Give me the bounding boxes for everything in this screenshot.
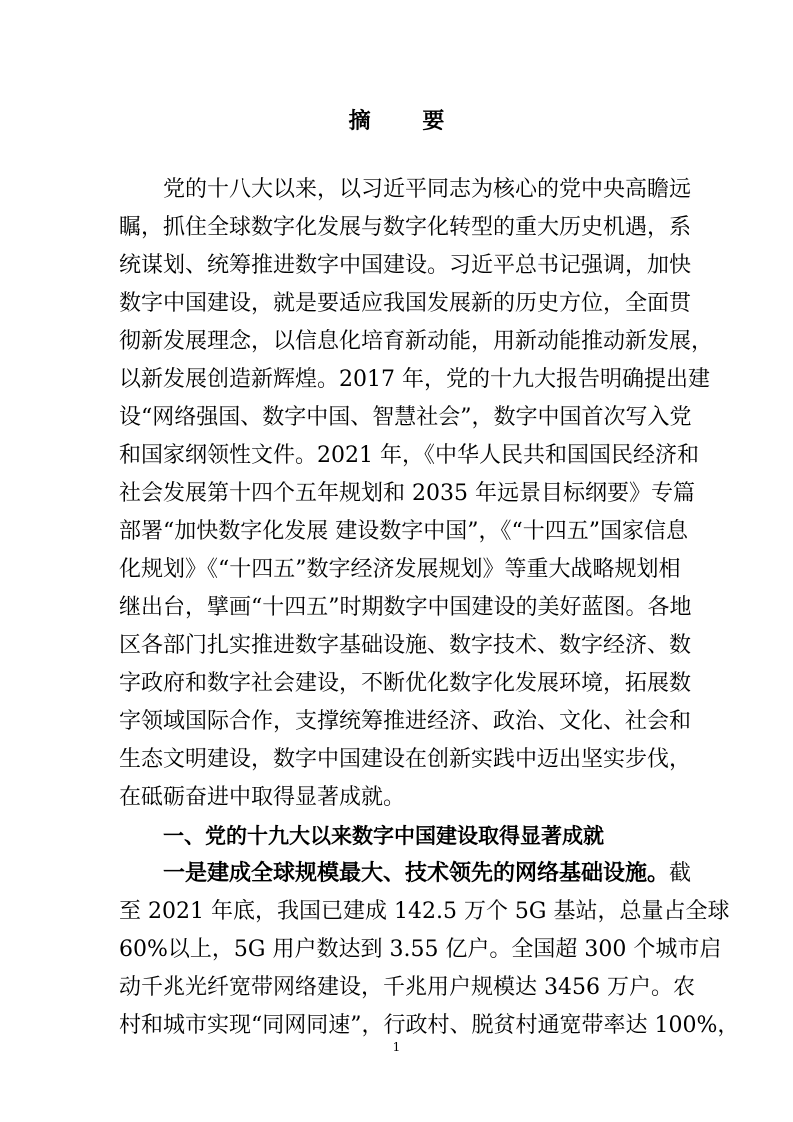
paragraph-line: 彻新发展理念，以信息化培育新动能，用新动能推动新发展，: [119, 329, 714, 354]
paragraph-line: 数字中国建设，就是要适应我国发展新的历史方位，全面贯: [119, 291, 692, 316]
paragraph-line: 生态文明建设，数字中国建设在创新实践中迈出坚实步伐，: [119, 747, 692, 772]
paragraph-line: 化规划》《“十四五”数字经济发展规划》等重大战略规划相: [119, 557, 681, 582]
paragraph-line: 区各部门扎实推进数字基础设施、数字技术、数字经济、数: [119, 633, 692, 658]
paragraph-line: 瞩，抓住全球数字化发展与数字化转型的重大历史机遇，系: [119, 215, 692, 240]
paragraph-line: 部署“加快数字化发展 建设数字中国”，《“十四五”国家信息: [119, 519, 688, 544]
paragraph-line: 党的十八大以来，以习近平同志为核心的党中央高瞻远: [163, 177, 692, 202]
paragraph-line: 社会发展第十四个五年规划和 2035 年远景目标纲要》专篇: [119, 481, 695, 506]
lead-rest-text: 截: [669, 861, 692, 886]
paragraph-line: 字政府和数字社会建设，不断优化数字化发展环境，拓展数: [119, 671, 692, 696]
paragraph-line: 字领域国际合作，支撑统筹推进经济、政治、文化、社会和: [119, 709, 692, 734]
paragraph-line: 在砥砺奋进中取得显著成就。: [119, 785, 406, 810]
paragraph-line: 以新发展创造新辉煌。2017 年，党的十九大报告明确提出建: [119, 367, 710, 392]
document-title: 摘 要: [348, 109, 467, 134]
paragraph-line: 60%以上，5G 用户数达到 3.55 亿户。全国超 300 个城市启: [119, 937, 722, 962]
lead-bold-text: 一是建成全球规模最大、技术领先的网络基础设施。: [163, 861, 670, 886]
paragraph-line: 继出台，擘画“十四五”时期数字中国建设的美好蓝图。各地: [119, 595, 692, 620]
paragraph-line: 和国家纲领性文件。2021 年，《中华人民共和国国民经济和: [119, 443, 699, 468]
paragraph-lead-line: [163, 856, 692, 892]
paragraph-line: 动千兆光纤宽带网络建设，千兆用户规模达 3456 万户。农: [119, 975, 695, 1000]
section-heading: 一、党的十九大以来数字中国建设取得显著成就: [163, 824, 604, 848]
paragraph-line: 设“网络强国、数字中国、智慧社会”，数字中国首次写入党: [119, 405, 692, 430]
page-number: 1: [392, 1040, 401, 1054]
paragraph-line: 村和城市实现“同网同速”，行政村、脱贫村通宽带率达 100%，: [119, 1013, 740, 1038]
paragraph-line: 至 2021 年底，我国已建成 142.5 万个 5G 基站，总量占全球: [119, 899, 730, 924]
paragraph-line: 统谋划、统筹推进数字中国建设。习近平总书记强调，加快: [119, 253, 692, 278]
